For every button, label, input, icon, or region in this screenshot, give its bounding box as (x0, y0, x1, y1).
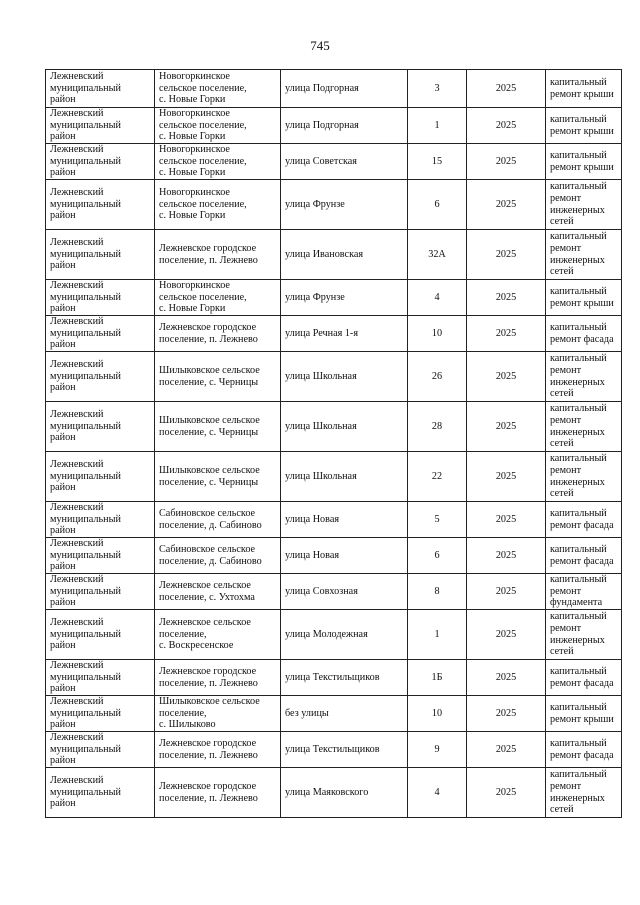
cell-house-number: 32А (408, 230, 467, 280)
table-row (46, 574, 622, 610)
table-row (46, 108, 622, 144)
cell-house-number: 4 (408, 280, 467, 316)
cell-work-type: капитальный ремонт фундамента (546, 574, 622, 610)
cell-district: Лежневский муниципальный район (46, 610, 155, 660)
cell-year: 2025 (467, 732, 546, 768)
cell-year: 2025 (467, 696, 546, 732)
cell-street: улица Новая (281, 538, 408, 574)
cell-house-number: 10 (408, 316, 467, 352)
cell-district: Лежневский муниципальный район (46, 452, 155, 502)
cell-settlement: Шилыковское сельское поселение, с. Черницы (155, 402, 281, 452)
cell-settlement: Лежневское городское поселение, п. Лежнево (155, 768, 281, 818)
cell-house-number: 1 (408, 610, 467, 660)
cell-work-type: капитальный ремонт инженерных сетей (546, 180, 622, 230)
table-row (46, 402, 622, 452)
cell-house-number: 8 (408, 574, 467, 610)
cell-district: Лежневский муниципальный район (46, 108, 155, 144)
cell-work-type: капитальный ремонт инженерных сетей (546, 452, 622, 502)
cell-work-type: капитальный ремонт фасада (546, 316, 622, 352)
cell-district: Лежневский муниципальный район (46, 502, 155, 538)
cell-district: Лежневский муниципальный район (46, 180, 155, 230)
cell-year: 2025 (467, 768, 546, 818)
cell-street: улица Маяковского (281, 768, 408, 818)
cell-work-type: капитальный ремонт крыши (546, 144, 622, 180)
table-row (46, 502, 622, 538)
table-row (46, 696, 622, 732)
cell-settlement: Новогоркинское сельское поселение, с. Новые Горки (155, 108, 281, 144)
table-row (46, 452, 622, 502)
cell-street: улица Подгорная (281, 108, 408, 144)
cell-settlement: Лежневское городское поселение, п. Лежнево (155, 732, 281, 768)
cell-house-number: 5 (408, 502, 467, 538)
cell-district: Лежневский муниципальный район (46, 768, 155, 818)
cell-street: улица Школьная (281, 402, 408, 452)
cell-year: 2025 (467, 180, 546, 230)
cell-street: улица Ивановская (281, 230, 408, 280)
cell-street: без улицы (281, 696, 408, 732)
cell-settlement: Новогоркинское сельское поселение, с. Новые Горки (155, 70, 281, 108)
cell-district: Лежневский муниципальный район (46, 574, 155, 610)
table-row (46, 732, 622, 768)
cell-settlement: Сабиновское сельское поселение, д. Сабиново (155, 502, 281, 538)
cell-work-type: капитальный ремонт инженерных сетей (546, 230, 622, 280)
cell-work-type: капитальный ремонт крыши (546, 696, 622, 732)
cell-house-number: 1 (408, 108, 467, 144)
table-row (46, 230, 622, 280)
cell-work-type: капитальный ремонт крыши (546, 280, 622, 316)
cell-district: Лежневский муниципальный район (46, 144, 155, 180)
cell-street: улица Текстильщиков (281, 660, 408, 696)
cell-district: Лежневский муниципальный район (46, 230, 155, 280)
table-row (46, 610, 622, 660)
cell-settlement: Шилыковское сельское поселение, с. Черницы (155, 452, 281, 502)
cell-house-number: 15 (408, 144, 467, 180)
cell-work-type: капитальный ремонт инженерных сетей (546, 768, 622, 818)
cell-work-type: капитальный ремонт фасада (546, 660, 622, 696)
cell-district: Лежневский муниципальный район (46, 316, 155, 352)
cell-year: 2025 (467, 574, 546, 610)
cell-district: Лежневский муниципальный район (46, 732, 155, 768)
cell-settlement: Лежневское городское поселение, п. Лежнево (155, 316, 281, 352)
cell-district: Лежневский муниципальный район (46, 402, 155, 452)
table-row (46, 538, 622, 574)
cell-settlement: Шилыковское сельское поселение, с. Черницы (155, 352, 281, 402)
cell-settlement: Лежневское городское поселение, п. Лежнево (155, 230, 281, 280)
cell-settlement: Сабиновское сельское поселение, д. Сабиново (155, 538, 281, 574)
table-row (46, 316, 622, 352)
cell-work-type: капитальный ремонт инженерных сетей (546, 352, 622, 402)
cell-year: 2025 (467, 280, 546, 316)
cell-work-type: капитальный ремонт фасада (546, 538, 622, 574)
cell-settlement: Новогоркинское сельское поселение, с. Новые Горки (155, 280, 281, 316)
cell-settlement: Шилыковское сельское поселение, с. Шилыково (155, 696, 281, 732)
cell-house-number: 10 (408, 696, 467, 732)
table-row (46, 660, 622, 696)
cell-street: улица Школьная (281, 452, 408, 502)
cell-year: 2025 (467, 70, 546, 108)
cell-work-type: капитальный ремонт инженерных сетей (546, 610, 622, 660)
cell-district: Лежневский муниципальный район (46, 280, 155, 316)
cell-street: улица Фрунзе (281, 280, 408, 316)
cell-year: 2025 (467, 108, 546, 144)
cell-house-number: 6 (408, 538, 467, 574)
cell-house-number: 6 (408, 180, 467, 230)
table-row (46, 180, 622, 230)
cell-settlement: Лежневское сельское поселение, с. Ухтохма (155, 574, 281, 610)
cell-house-number: 1Б (408, 660, 467, 696)
cell-settlement: Лежневское городское поселение, п. Лежнево (155, 660, 281, 696)
cell-work-type: капитальный ремонт инженерных сетей (546, 402, 622, 452)
cell-work-type: капитальный ремонт крыши (546, 70, 622, 108)
cell-year: 2025 (467, 230, 546, 280)
cell-settlement: Лежневское сельское поселение, с. Воскресенское (155, 610, 281, 660)
cell-street: улица Подгорная (281, 70, 408, 108)
cell-house-number: 3 (408, 70, 467, 108)
cell-street: улица Советская (281, 144, 408, 180)
cell-street: улица Текстильщиков (281, 732, 408, 768)
cell-work-type: капитальный ремонт крыши (546, 108, 622, 144)
cell-district: Лежневский муниципальный район (46, 70, 155, 108)
cell-year: 2025 (467, 144, 546, 180)
cell-street: улица Школьная (281, 352, 408, 402)
cell-house-number: 22 (408, 452, 467, 502)
cell-year: 2025 (467, 538, 546, 574)
cell-settlement: Новогоркинское сельское поселение, с. Новые Горки (155, 180, 281, 230)
cell-street: улица Новая (281, 502, 408, 538)
cell-street: улица Речная 1-я (281, 316, 408, 352)
cell-street: улица Молодежная (281, 610, 408, 660)
cell-district: Лежневский муниципальный район (46, 696, 155, 732)
table-row (46, 352, 622, 402)
cell-house-number: 9 (408, 732, 467, 768)
cell-year: 2025 (467, 452, 546, 502)
table-body (46, 70, 622, 818)
cell-district: Лежневский муниципальный район (46, 538, 155, 574)
cell-district: Лежневский муниципальный район (46, 660, 155, 696)
cell-settlement: Новогоркинское сельское поселение, с. Новые Горки (155, 144, 281, 180)
cell-work-type: капитальный ремонт фасада (546, 502, 622, 538)
cell-house-number: 4 (408, 768, 467, 818)
cell-year: 2025 (467, 502, 546, 538)
cell-district: Лежневский муниципальный район (46, 352, 155, 402)
table-row (46, 768, 622, 818)
cell-year: 2025 (467, 352, 546, 402)
cell-year: 2025 (467, 316, 546, 352)
cell-work-type: капитальный ремонт фасада (546, 732, 622, 768)
table-row (46, 144, 622, 180)
cell-street: улица Фрунзе (281, 180, 408, 230)
table-row (46, 280, 622, 316)
cell-year: 2025 (467, 402, 546, 452)
cell-street: улица Совхозная (281, 574, 408, 610)
cell-year: 2025 (467, 610, 546, 660)
cell-house-number: 26 (408, 352, 467, 402)
page-number: 745 (310, 38, 330, 53)
table-row (46, 70, 622, 108)
repair-schedule-table (45, 69, 622, 818)
cell-house-number: 28 (408, 402, 467, 452)
cell-year: 2025 (467, 660, 546, 696)
